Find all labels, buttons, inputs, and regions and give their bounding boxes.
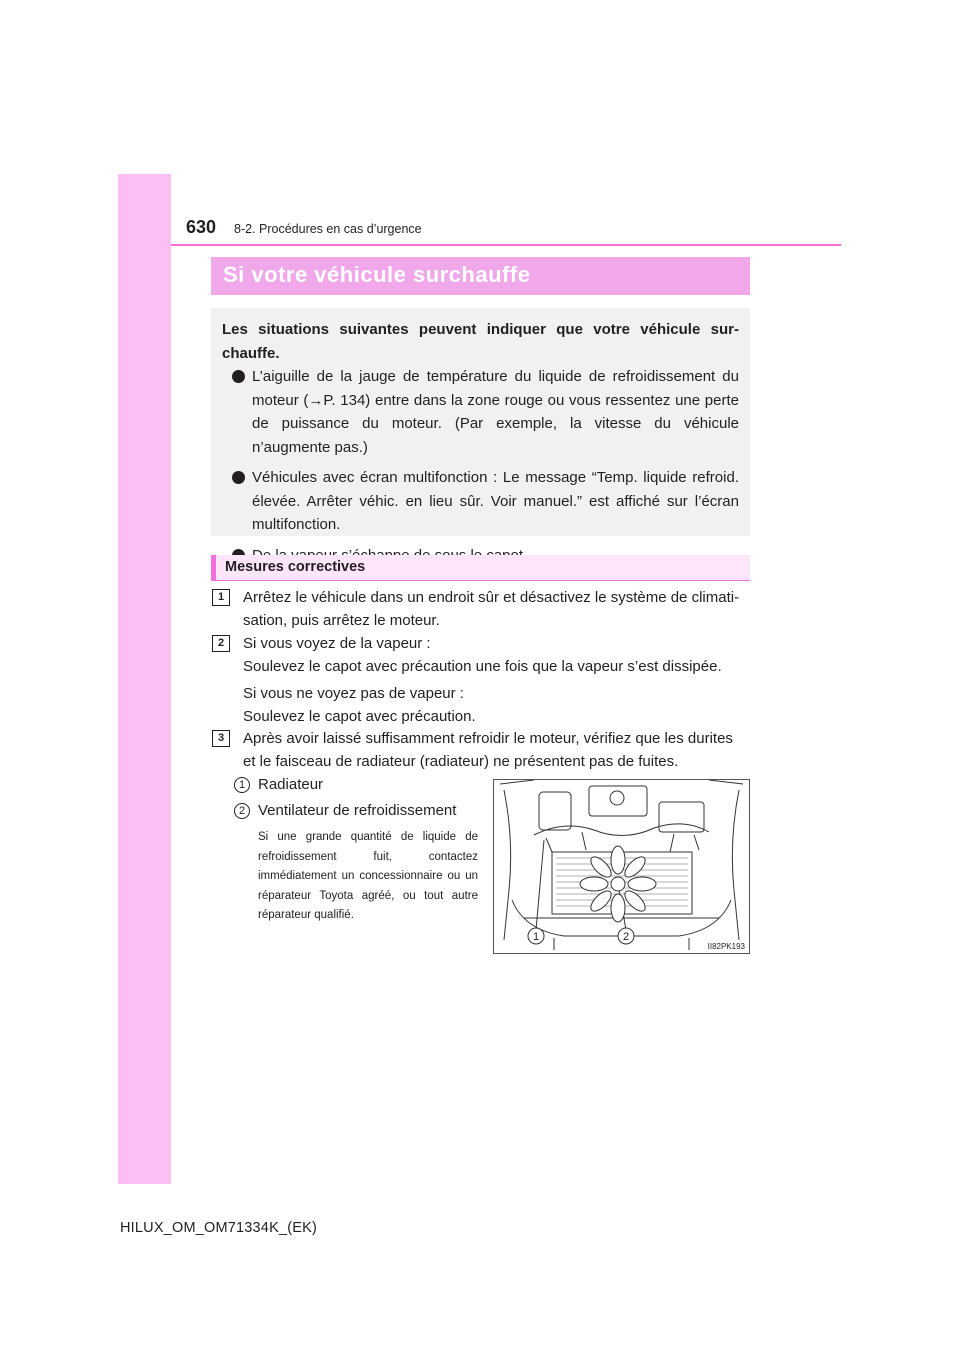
step-condition: Si vous voyez de la vapeur : [243, 635, 431, 652]
page-title: Si votre véhicule surchauffe [223, 262, 531, 287]
legend-label: Ventilateur de refroidissement [258, 802, 457, 819]
corrective-measures-heading [211, 555, 750, 581]
section-label: 8-2. Procédures en cas d’urgence [234, 222, 422, 236]
step-action: Soulevez le capot avec précaution. [243, 708, 476, 725]
legend-number-badge: 1 [234, 777, 250, 793]
figure-callout-2: 2 [622, 931, 630, 943]
bullet-icon [232, 370, 245, 383]
bullet-icon [232, 471, 245, 484]
symptom-item [222, 466, 739, 537]
legend-number-badge: 2 [234, 803, 250, 819]
step-action: Soulevez le capot avec précaution une fois que la vapeur s’est dissipée. [243, 658, 722, 675]
figure-callout-1: 1 [532, 931, 540, 943]
caution-note: Si une grande quantité de liquide de refroidissement fuit, contactez immédiatement un concessionnaire ou un réparateur Toyota agréé, ou tout autre réparateur qualifié. [258, 831, 478, 921]
step-text: Après avoir laissé suffisamment refroidir le moteur, vérifiez que les durites et le faisceau de radiateur (radiateur) ne présentent pas de fuites. [243, 730, 733, 770]
chapter-sidebar-tab [118, 174, 171, 1184]
engine-bay-drawing [494, 780, 749, 953]
symptom-text: Véhicules avec écran multifonction : Le message “Temp. liquide refroid. élevée. Arrêter véhic. en lieu sûr. Voir manuel.” est affiché sur l’écran multifonction. [252, 469, 739, 533]
page-title-bar [211, 257, 750, 295]
figure-code: II82PK193 [707, 942, 745, 951]
step-condition: Si vous ne voyez pas de vapeur : [243, 685, 464, 702]
fan-icon [580, 846, 656, 922]
legend-label: Radiateur [258, 776, 324, 793]
step-number-badge: 1 [212, 589, 230, 606]
symptom-item [222, 365, 739, 459]
symptom-text: L’aiguille de la jauge de température du liquide de refroidissement du moteur (→P. 134) entre dans la zone rouge ou vous ressentez une perte de puissance du moteur. (Par exemple, la vitesse du véhicule n’augmente pas.) [252, 368, 739, 456]
footer-document-id: HILUX_OM_OM71334K_(EK) [120, 1220, 318, 1236]
symptoms-lead: Les situations suivantes peuvent indiquer que votre véhicule sur-chauffe. [222, 321, 739, 362]
step-number-badge: 3 [212, 730, 230, 747]
step-text: Arrêtez le véhicule dans un endroit sûr et désactivez le système de climati-sation, puis arrêtez le moteur. [243, 589, 740, 629]
symptoms-box [211, 308, 750, 536]
engine-bay-illustration [493, 779, 750, 954]
subheading-text: Mesures correctives [225, 559, 366, 575]
header-rule [171, 244, 841, 246]
step-number-badge: 2 [212, 635, 230, 652]
page-number: 630 [186, 217, 217, 237]
